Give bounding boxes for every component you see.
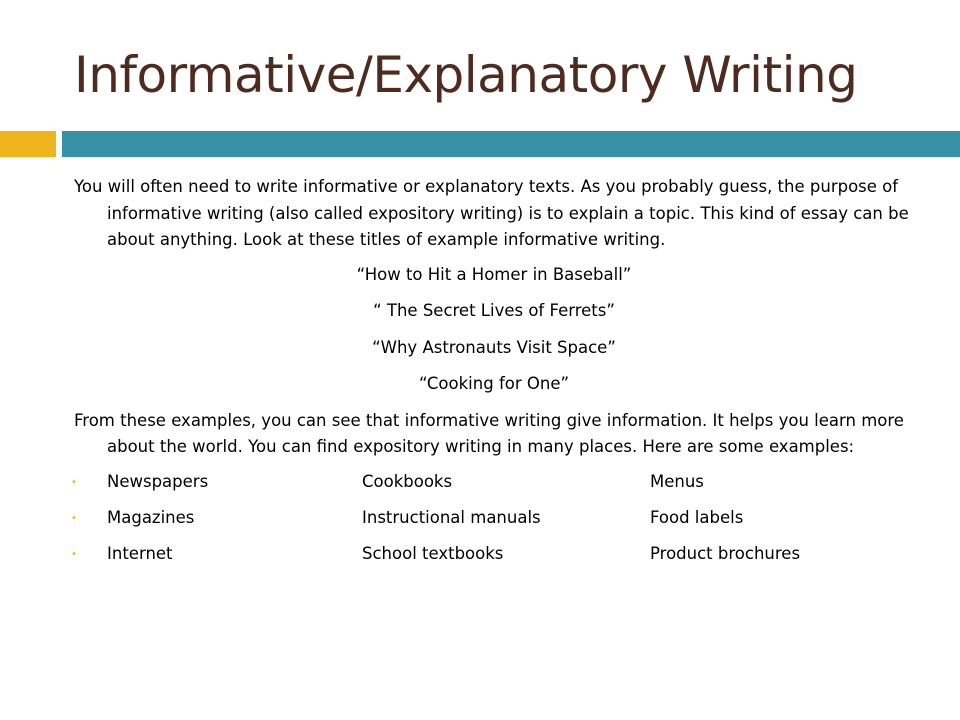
bullet-icon: • — [71, 476, 77, 488]
example-title: “How to Hit a Homer in Baseball” — [356, 264, 632, 284]
list-item: Cookbooks — [362, 471, 453, 491]
list-item: Product brochures — [650, 543, 801, 563]
list-row — [71, 469, 914, 505]
intro-paragraph: You will often need to write informative or explanatory texts. As you probably guess, the purpose of informative writing (also called expository writing) is to explain a topic. This kind of essay can be about anything. Look at these titles of example informative writing. — [74, 177, 909, 249]
accent-bar-teal — [62, 131, 960, 157]
list-item: Food labels — [650, 507, 744, 527]
bullet-icon: • — [71, 548, 77, 560]
list-item: School textbooks — [362, 543, 504, 563]
list-item: Internet — [107, 543, 173, 563]
list-row — [71, 541, 914, 577]
slide-title: Informative/Explanatory Writing — [74, 46, 858, 104]
list-item: Magazines — [107, 507, 195, 527]
list-item: Newspapers — [107, 471, 209, 491]
example-title: “Why Astronauts Visit Space” — [372, 337, 616, 357]
example-title: “ The Secret Lives of Ferrets” — [373, 301, 615, 320]
list-row — [71, 505, 914, 541]
summary-paragraph: From these examples, you can see that informative writing give information. It helps you learn more about the world. You can find expository writing in many places. Here are some examples: — [74, 410, 904, 456]
accent-bar-gold — [0, 131, 56, 157]
slide-body — [71, 174, 914, 577]
example-title: “Cooking for One” — [418, 374, 570, 393]
list-item: Menus — [650, 471, 704, 491]
places-list — [71, 469, 914, 577]
list-item: Instructional manuals — [362, 507, 541, 527]
bullet-icon: • — [71, 512, 77, 524]
